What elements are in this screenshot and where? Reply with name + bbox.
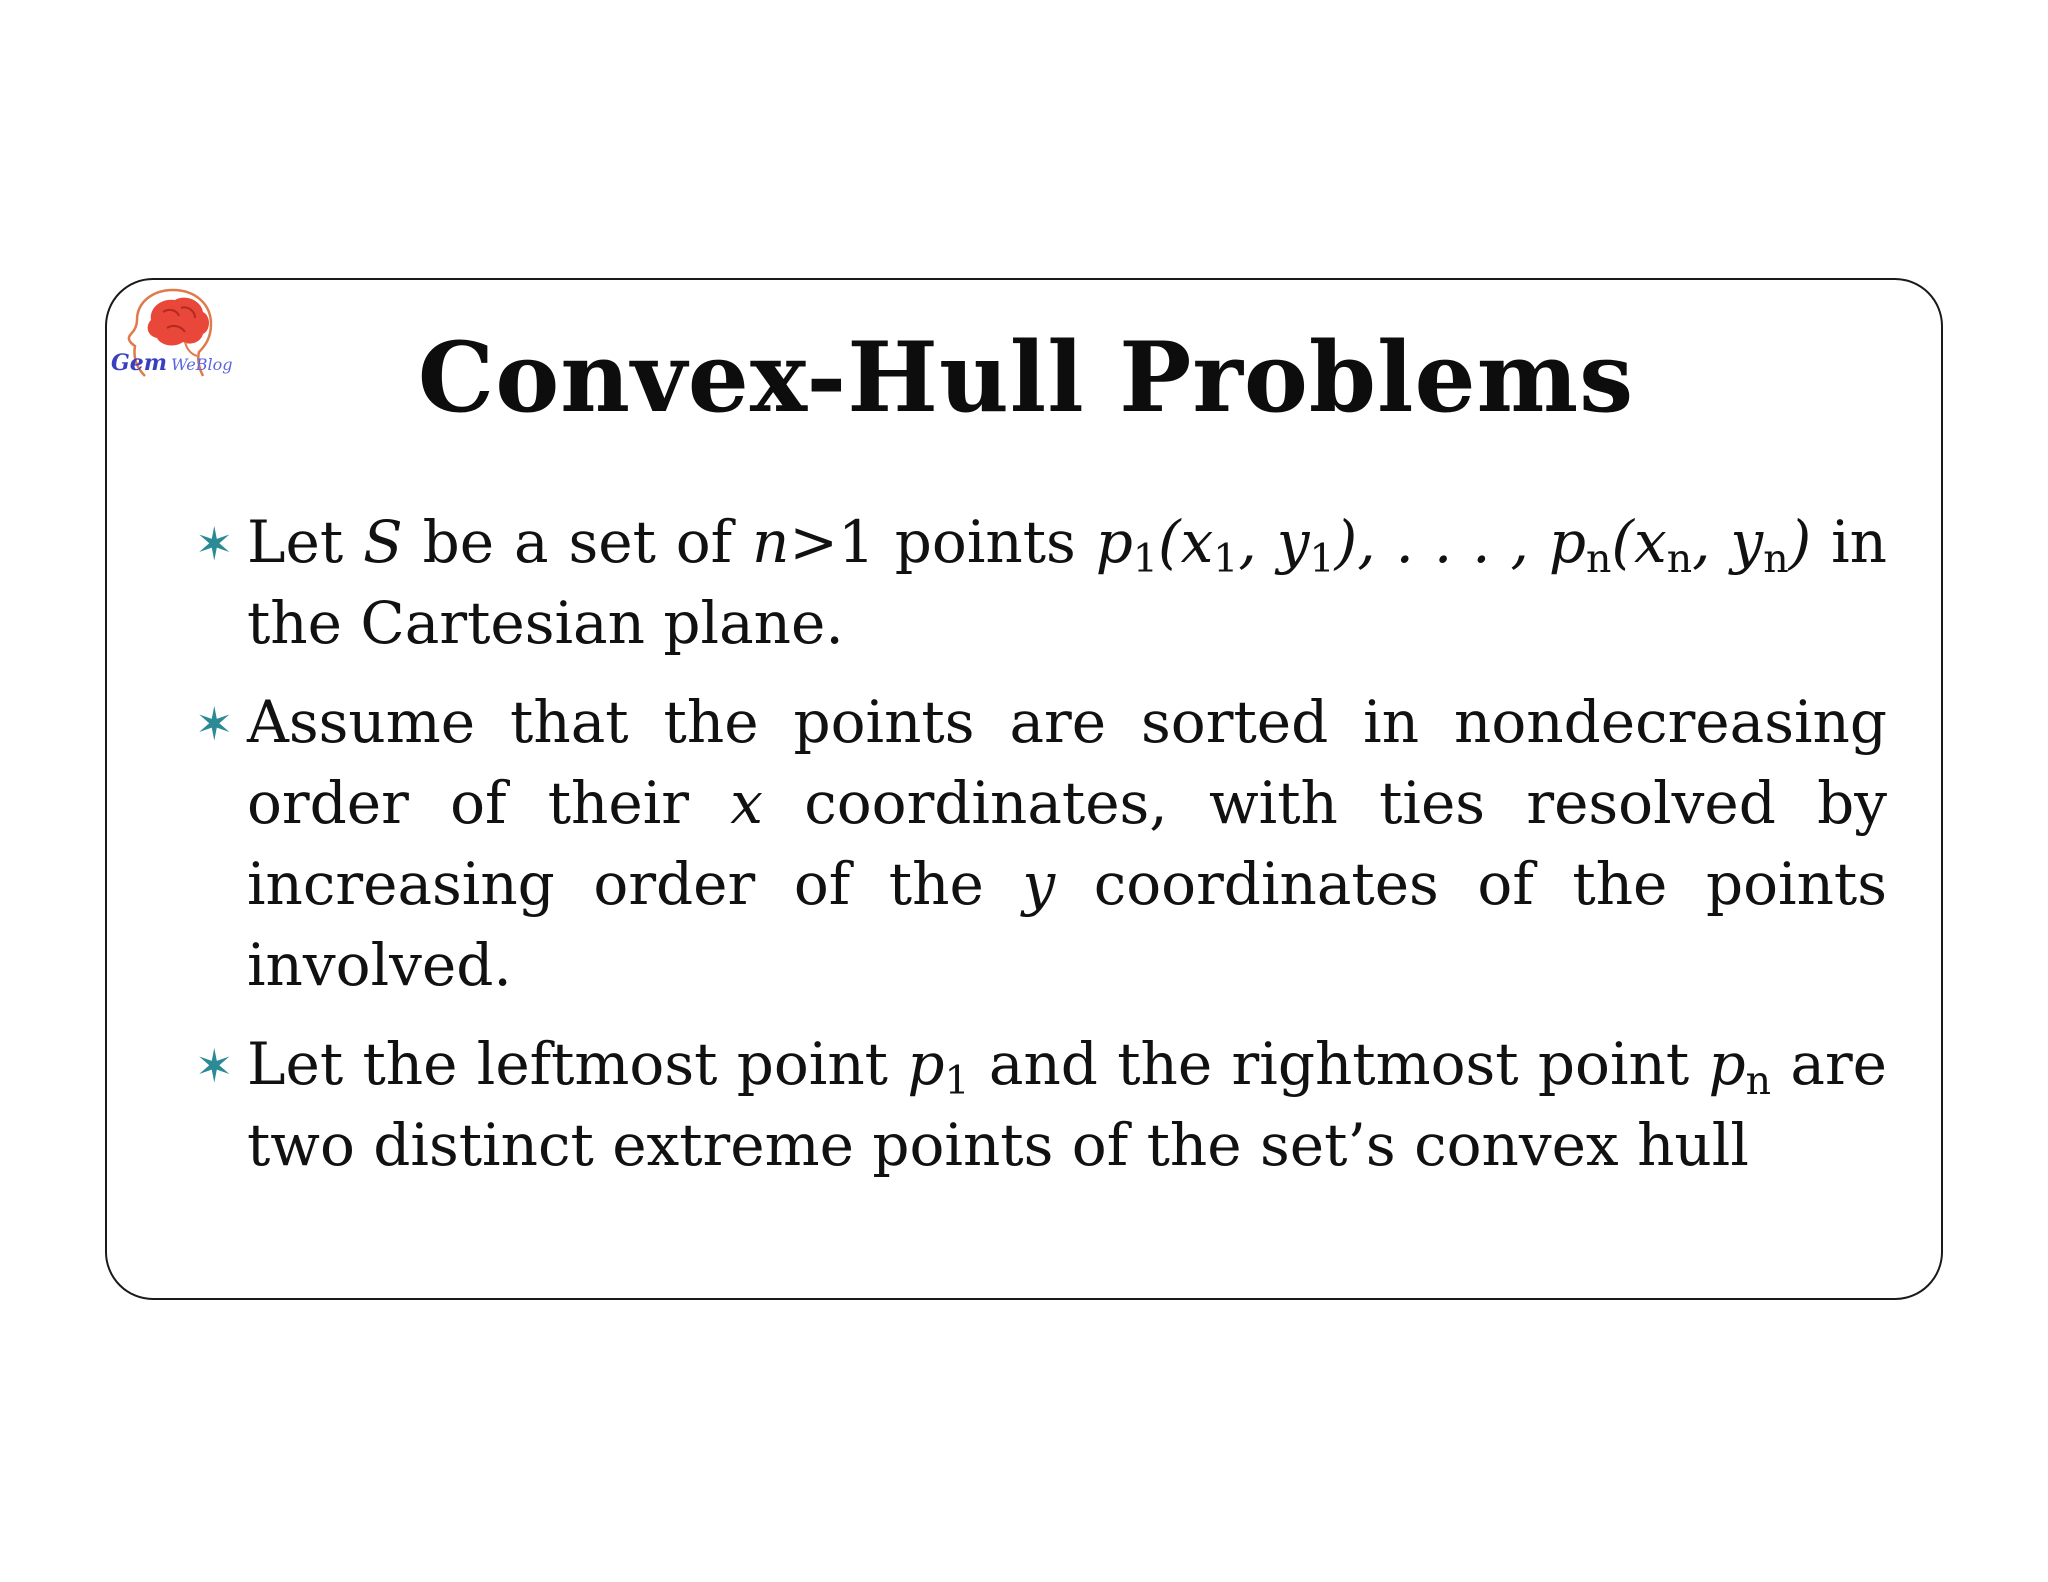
bullet-segment: , y [1238,508,1310,576]
bullet-segment: n [752,508,790,576]
bullet-segment: ) [1788,508,1812,576]
bullet-segment: >1 points [789,508,1096,576]
bullet-segment: Let the leftmost point [247,1030,908,1098]
bullet-segment: Assume that the points are sorted in nondecreasing order of their [247,688,1887,837]
bullet-segment: 1 [1213,535,1239,582]
logo-text-gem: Gem [111,350,168,376]
bullet-segment: 1 [1309,535,1335,582]
bullet-segment: p [907,1030,945,1098]
bullet-text [247,688,1887,999]
bullet-segment: n [1666,535,1693,582]
bullet-segment: n [1763,535,1789,582]
bullet-item [195,1024,1887,1186]
bullet-item [195,502,1888,664]
bullet-segment: Let [247,508,364,576]
bullet-segment: 1 [944,1057,970,1104]
bullet-segment: 1 [1132,535,1158,582]
bullet-segment: n [1745,1057,1772,1104]
bullet-text [247,508,1887,657]
bullet-text [247,1030,1887,1179]
slide-frame [105,278,1943,1300]
bullet-item [195,682,1887,1006]
asterisk-bullet-icon: ✶ [195,697,234,751]
bullet-segment: p [1095,508,1133,576]
bullet-segment: in the Cartesian plane. [247,508,1888,657]
bullet-segment: coordinates, with ties resolved by increasing order of the [247,769,1887,918]
bullet-list [195,502,1888,1204]
bullet-segment: be a set of [402,508,753,576]
bullet-segment: coordinates of the points involved. [247,850,1887,999]
asterisk-bullet-icon: ✶ [195,1039,234,1093]
bullet-segment: x [730,769,763,837]
logo-text-weblog: WeBlog [171,355,233,374]
bullet-segment: are two distinct extreme points of the set’s convex hull [247,1030,1887,1179]
asterisk-bullet-icon: ✶ [195,517,234,571]
bullet-segment: ), . . . , p [1334,508,1586,576]
bullet-segment: , y [1692,508,1764,576]
bullet-segment: (x [1157,508,1214,576]
bullet-segment: S [363,508,403,576]
bullet-segment: y [1022,850,1056,918]
bullet-segment: and the rightmost point [969,1030,1709,1098]
bullet-segment: (x [1611,508,1667,576]
slide-title: Convex-Hull Problems [417,321,1635,434]
bullet-segment: n [1585,535,1612,582]
bullet-segment: p [1708,1030,1746,1098]
